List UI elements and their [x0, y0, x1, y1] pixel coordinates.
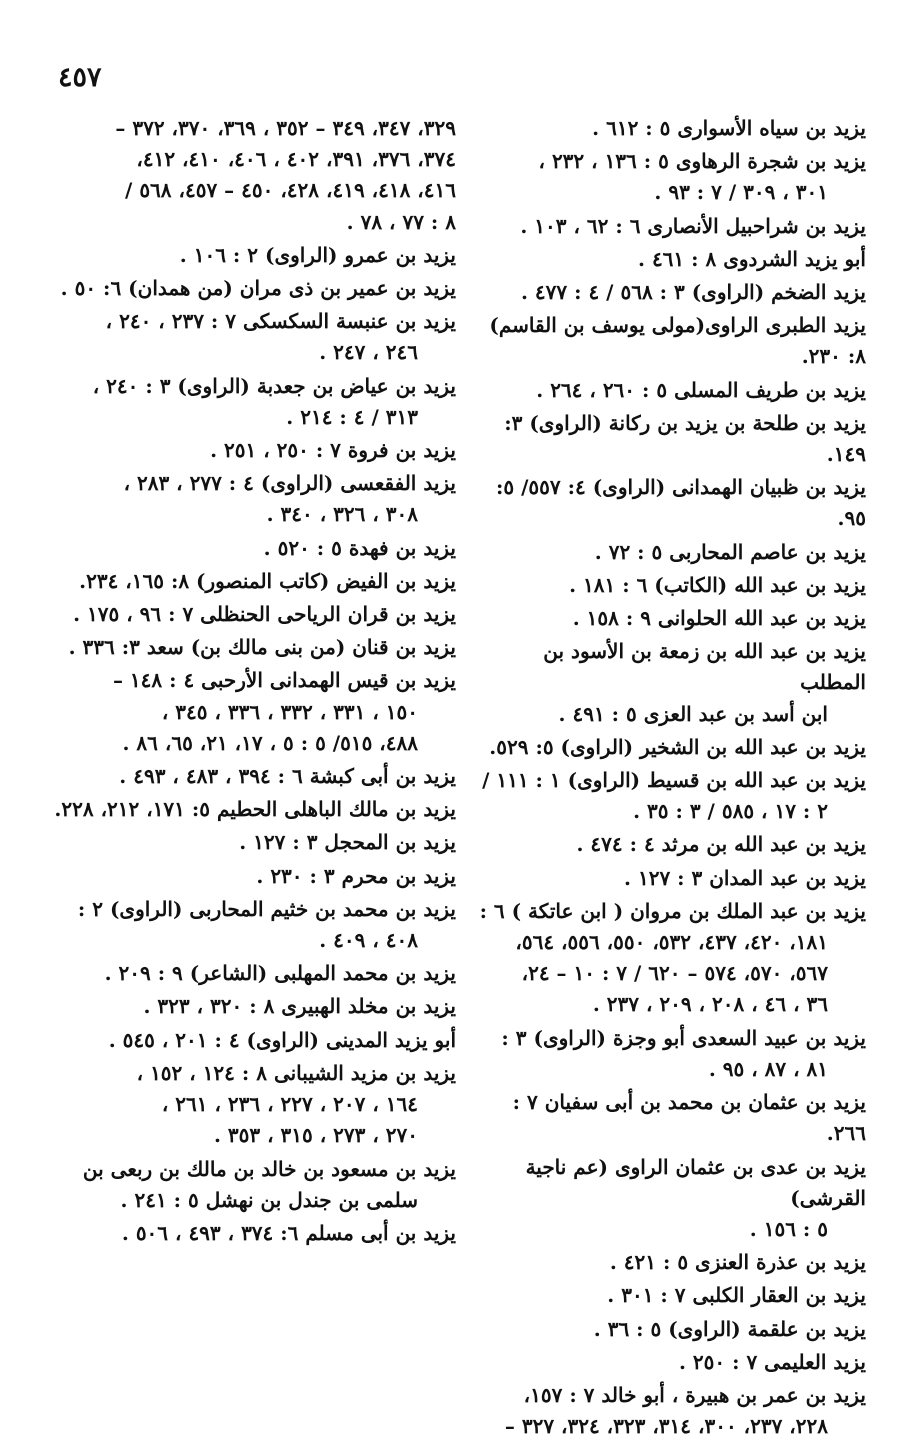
entry-line: يزيد الضخم (الراوى) ٣ : ٥٦٨ / ٤ : ٤٧٧ . — [520, 280, 866, 305]
entry-line: يزيد بن مزيد الشيبانى ٨ : ١٢٤ ، ١٥٢ ، — [136, 1060, 456, 1085]
entry-line: يزيد بن العقار الكلبى ٧ : ٣٠١ . — [607, 1283, 866, 1308]
index-entry — [476, 1087, 866, 1149]
index-entry — [48, 240, 456, 271]
index-entry — [476, 1314, 866, 1345]
entry-line: أبو يزيد المدينى (الراوى) ٤ : ٢٠١ ، ٥٤٥ . — [108, 1027, 456, 1052]
index-entry — [476, 732, 866, 763]
entry-continuation-line: ٢٤٦ ، ٢٤٧ . — [319, 340, 418, 365]
index-entry — [48, 1218, 456, 1249]
index-entry — [48, 861, 456, 892]
index-entry — [476, 570, 866, 601]
index-entry — [48, 113, 456, 238]
entry-continuation-line: سلمى بن جندل بن نهشل ٥ : ٢٤١ . — [120, 1187, 418, 1212]
index-entry — [476, 1152, 866, 1246]
entry-continuation-line: ٥٦٧، ٥٧٠، ٥٧٤ – ٦٢٠ / ٧ : ١٠ – ٢٤، — [521, 961, 828, 986]
entry-continuation-line: ابن أسد بن عبد العزى ٥ : ٤٩١ . — [558, 701, 828, 726]
entry-line: ٣٢٩، ٣٤٧، ٣٤٩ – ٣٥٢ ، ٣٦٩، ٣٧٠، ٣٧٢ – — [115, 116, 456, 140]
entry-line: يزيد بن مسعود بن خالد بن مالك بن ربعى بن — [82, 1156, 456, 1181]
index-entry — [48, 665, 456, 759]
entry-line: يزيد بن فهدة ٥ : ٥٢٠ . — [263, 535, 456, 560]
entry-line: يزيد بن عاصم المحاربى ٥ : ٧٢ . — [594, 539, 866, 564]
index-entry — [48, 1025, 456, 1056]
entry-line: يزيد بن عبد الله الحلوانى ٩ : ١٥٨ . — [572, 606, 866, 631]
index-entry — [476, 277, 866, 308]
index-entry — [48, 894, 456, 956]
entry-line: يزيد بن عثمان بن محمد بن أبى سفيان ٧ : ٢٦٦. — [512, 1090, 866, 1146]
index-entry — [48, 991, 456, 1022]
entry-line: يزيد بن سياه الأسوارى ٥ : ٦١٢ . — [592, 116, 866, 140]
index-entry — [476, 408, 866, 470]
entry-line: يزيد الفقعسى (الراوى) ٤ : ٢٧٧ ، ٢٨٣ ، — [123, 471, 456, 496]
index-entry — [48, 599, 456, 630]
entry-line: يزيد بن عنبسة السكسكى ٧ : ٢٣٧ ، ٢٤٠ ، — [105, 309, 456, 334]
index-entry — [48, 632, 456, 663]
index-entry — [476, 829, 866, 860]
index-entry — [48, 1058, 456, 1152]
index-entry — [476, 1280, 866, 1311]
index-entry — [48, 306, 456, 368]
entry-line: يزيد الطبرى الراوى(مولى يوسف بن القاسم) ٨: ٢٣٠. — [489, 313, 866, 369]
index-entry — [476, 244, 866, 275]
entry-line: يزيد بن عياض بن جعدبة (الراوى) ٣ : ٢٤٠ ، — [92, 373, 456, 398]
entry-continuation-line: ٣٠٨ ، ٣٢٦ ، ٣٤٠ . — [266, 502, 418, 527]
index-entry — [476, 472, 866, 534]
index-entry — [476, 146, 866, 208]
entry-continuation-line: ٣٦ ، ٤٦ ، ٢٠٨ ، ٢٠٩ ، ٢٣٧ . — [592, 992, 828, 1017]
entry-continuation-line: ٨ : ٧٧ ، ٧٨ . — [346, 209, 456, 234]
entry-line: يزيد بن عبد الله بن قسيط (الراوى) ١ : ١١١ / — [482, 768, 866, 793]
index-entry — [476, 636, 866, 730]
index-entry — [476, 603, 866, 634]
entry-line: يزيد بن فروة ٧ : ٢٥٠ ، ٢٥١ . — [210, 438, 456, 463]
index-entry — [48, 273, 456, 304]
index-column-right — [476, 113, 866, 1444]
entry-line: يزيد بن قران الرياحى الحنظلى ٧ : ٩٦ ، ١٧٥ . — [73, 602, 456, 627]
entry-line: يزيد العليمى ٧ : ٢٥٠ . — [678, 1349, 866, 1374]
index-entry — [476, 113, 866, 144]
entry-line: يزيد بن قنان (من بنى مالك بن) سعد ٣: ٣٣٦ . — [68, 635, 456, 660]
index-entry — [476, 1380, 866, 1442]
entry-line: يزيد بن عبد الله بن زمعة بن الأسود بن المطلب — [543, 639, 866, 695]
entry-line: يزيد بن قيس الهمدانى الأرحبى ٤ : ١٤٨ – — [112, 668, 456, 693]
entry-continuation-line: ٣٧٤، ٣٧٦، ٣٩١، ٤٠٢ ، ٤٠٦، ٤١٠، ٤١٢، — [136, 147, 456, 172]
entry-line: يزيد بن عبد المدان ٣ : ١٢٧ . — [624, 865, 866, 890]
entry-continuation-line: ٢٢٨، ٢٣٧، ٣٠٠، ٣١٤، ٣٢٣، ٣٢٤، ٣٢٧ – — [504, 1414, 828, 1439]
entry-continuation-line: ٥ : ١٥٦ . — [749, 1216, 828, 1241]
index-entry — [476, 310, 866, 372]
entry-line: يزيد بن عذرة العنزى ٥ : ٤٢١ . — [609, 1250, 866, 1275]
index-entry — [48, 533, 456, 564]
entry-line: يزيد بن علقمة (الراوى) ٥ : ٣٦ . — [593, 1316, 866, 1341]
entry-line: يزيد بن عمرو (الراوى) ٢ : ١٠٦ . — [179, 242, 456, 267]
entry-continuation-line: ١٥٠ ، ٣٣١ ، ٣٣٢ ، ٣٣٦ ، ٣٤٥ ، — [161, 699, 418, 724]
index-entry — [476, 765, 866, 827]
entry-line: يزيد بن أبى كبشة ٦ : ٣٩٤ ، ٤٨٣ ، ٤٩٣ . — [119, 764, 456, 789]
index-entry — [48, 468, 456, 530]
entry-line: يزيد بن عمر بن هبيرة ، أبو خالد ٧ : ١٥٧، — [523, 1382, 866, 1407]
entry-line: يزيد بن مخلد الهبيرى ٨ : ٣٢٠ ، ٣٢٣ . — [143, 994, 456, 1019]
entry-line: يزيد بن شجرة الرهاوى ٥ : ١٣٦ ، ٢٣٢ ، — [538, 149, 866, 174]
page-number: ٤٥٧ — [58, 62, 102, 93]
entry-line: يزيد بن عدى بن عثمان الراوى (عم ناجية القرشى) — [525, 1154, 866, 1210]
index-entry — [48, 761, 456, 792]
entry-line: يزيد بن طلحة بن يزيد بن ركانة (الراوى) ٣: ١٤٩. — [504, 410, 866, 467]
entry-line: يزيد بن عمير بن ذى مران (من همدان) ٦: ٥٠ . — [60, 276, 456, 301]
entry-line: يزيد بن طريف المسلى ٥ : ٢٦٠ ، ٢٦٤ . — [536, 377, 866, 402]
entry-line: يزيد بن محرم ٣ : ٢٣٠ . — [256, 863, 456, 888]
entry-continuation-line: ١٨١، ٤٢٠، ٤٣٧، ٥٣٢، ٥٥٠، ٥٥٦، ٥٦٤، — [515, 930, 828, 955]
index-entry — [48, 1154, 456, 1216]
entry-line: يزيد بن عبد الله (الكاتب) ٦ : ١٨١ . — [569, 572, 866, 597]
index-entry — [476, 1347, 866, 1378]
index-entry — [48, 958, 456, 989]
entry-continuation-line: ٤١٦، ٤١٨، ٤١٩، ٤٢٨، ٤٥٠ – ٤٥٧، ٥٦٨ / — [125, 178, 456, 203]
entry-line: يزيد بن ظبيان الهمدانى (الراوى) ٤: ٥٥٧/ ٥: ٩٥. — [495, 475, 866, 531]
index-entry — [476, 896, 866, 1021]
index-entry — [476, 1023, 866, 1085]
index-entry — [476, 375, 866, 406]
index-entry — [48, 371, 456, 433]
entry-line: أبو يزيد الشردوى ٨ : ٤٦١ . — [638, 246, 866, 271]
index-entry — [476, 211, 866, 242]
entry-line: يزيد بن الفيض (كاتب المنصور) ٨: ١٦٥، ٢٣٤. — [79, 568, 456, 593]
entry-line: يزيد بن أبى مسلم ٦: ٣٧٤ ، ٤٩٣ ، ٥٠٦ . — [121, 1220, 456, 1245]
entry-continuation-line: ٣٠١ ، ٣٠٩ / ٧ : ٩٣ . — [654, 180, 828, 205]
index-entry — [476, 537, 866, 568]
index-entry — [48, 435, 456, 466]
entry-line: يزيد بن شراحبيل الأنصارى ٦ : ٦٢ ، ١٠٣ . — [520, 213, 866, 238]
entry-continuation-line: ١٦٤ ، ٢٠٧ ، ٢٢٧ ، ٢٣٦ ، ٢٦١ ، — [161, 1092, 418, 1117]
index-entry — [476, 1247, 866, 1278]
index-entry — [48, 566, 456, 597]
entry-continuation-line: ٣١٣ / ٤ : ٢١٤ . — [286, 404, 418, 429]
index-entry — [476, 863, 866, 894]
entry-continuation-line: ٢ : ١٧ ، ٥٨٥ / ٣ : ٣٥ . — [633, 799, 828, 824]
entry-line: يزيد بن عبد الملك بن مروان ( ابن عاتكة ) ٦ : — [479, 898, 866, 923]
entry-line: يزيد بن المحجل ٣ : ١٢٧ . — [239, 830, 456, 855]
entry-continuation-line: ٨١ ، ٨٧ ، ٩٥ . — [708, 1056, 828, 1081]
index-column-left — [48, 113, 456, 1251]
entry-line: يزيد بن مالك الباهلى الحطيم ٥: ١٧١، ٢١٢، ٢٢٨. — [54, 797, 456, 822]
entry-line: يزيد بن عبد الله بن مرثد ٤ : ٤٧٤ . — [576, 832, 866, 857]
index-entry — [48, 794, 456, 825]
entry-line: يزيد بن عبد الله بن الشخير (الراوى) ٥: ٥٢٩. — [489, 734, 866, 759]
entry-line: يزيد بن محمد بن خثيم المحاربى (الراوى) ٢ : — [77, 896, 456, 921]
entry-continuation-line: ٤٨٨، ٥١٥/ ٥ : ٥ ، ١٧، ٢١، ٦٥، ٨٦ . — [122, 730, 418, 755]
index-entry — [48, 827, 456, 858]
entry-line: يزيد بن محمد المهلبى (الشاعر) ٩ : ٢٠٩ . — [104, 961, 456, 986]
entry-continuation-line: ٢٧٠ ، ٢٧٣ ، ٣١٥ ، ٣٥٣ . — [213, 1123, 418, 1148]
entry-continuation-line: ٤٠٨ ، ٤٠٩ . — [319, 928, 418, 953]
entry-line: يزيد بن عبيد السعدى أبو وجزة (الراوى) ٣ : — [501, 1025, 866, 1050]
